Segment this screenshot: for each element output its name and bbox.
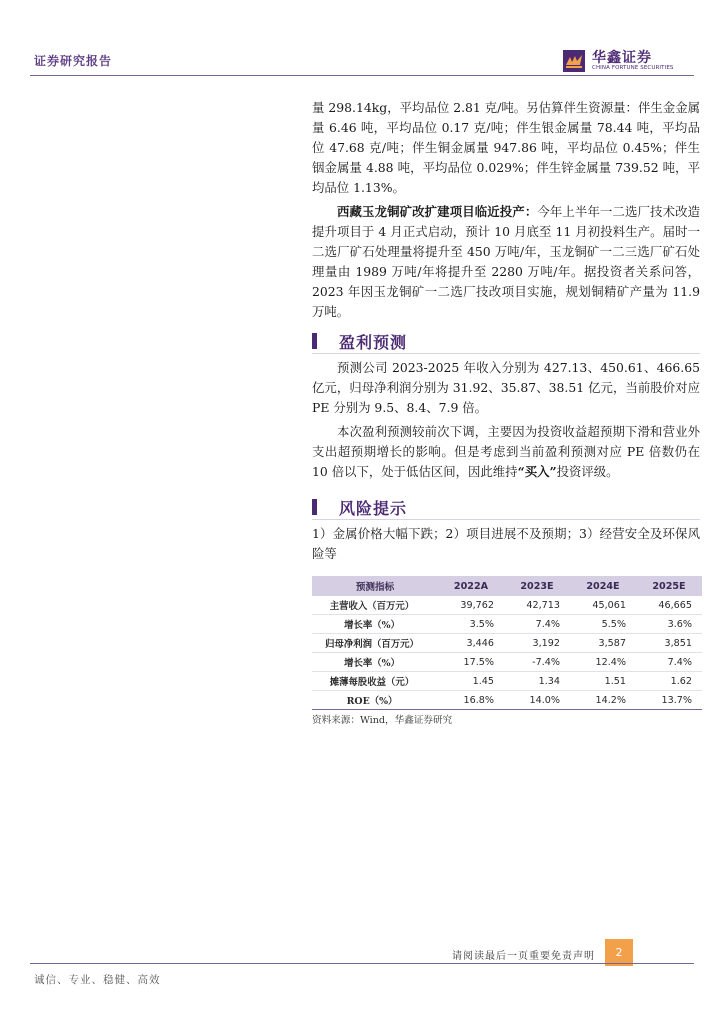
rating-text-a: 本次盈利预测较前次下调，主要因为投资收益超预期下滑和营业外支出超预期增长的影响。但是考虑到当前盈利预测对应 PE 倍数仍在 10 倍以下，处于低估区间，因此维持 <box>312 424 700 479</box>
table-header-row <box>312 576 702 596</box>
table-cell: 1.51 <box>570 672 636 691</box>
table-cell: 3,851 <box>636 634 702 653</box>
table-row <box>312 634 702 653</box>
table-cell: -7.4% <box>504 653 570 672</box>
yulong-heading: 西藏玉龙铜矿改扩建项目临近投产： <box>337 204 538 219</box>
risk-section-title: 风险提示 <box>339 499 408 518</box>
table-row <box>312 691 702 710</box>
company-logo <box>563 48 695 74</box>
section-underline <box>312 353 700 354</box>
table-row <box>312 672 702 691</box>
table-cell: 14.2% <box>570 691 636 710</box>
table-cell: 3,446 <box>438 634 504 653</box>
table-row <box>312 596 702 615</box>
row-label: ROE（%） <box>312 691 438 710</box>
logo-text-cn: 华鑫证券 <box>592 50 652 66</box>
table-cell: 39,762 <box>438 596 504 615</box>
table-header-cell: 2023E <box>504 576 570 596</box>
table-cell: 16.8% <box>438 691 504 710</box>
row-label: 增长率（%） <box>312 615 438 634</box>
row-label: 摊薄每股收益（元） <box>312 672 438 691</box>
rating-paragraph <box>312 422 700 482</box>
table-cell: 3.6% <box>636 615 702 634</box>
table-cell: 7.4% <box>504 615 570 634</box>
table-cell: 1.45 <box>438 672 504 691</box>
row-label: 主营收入（百万元） <box>312 596 438 615</box>
table-header-cell: 2022A <box>438 576 504 596</box>
table-cell: 3,192 <box>504 634 570 653</box>
footer-motto: 诚信、专业、稳健、高效 <box>34 974 161 986</box>
table-source: 资料来源：Wind，华鑫证券研究 <box>312 715 453 726</box>
risk-section-header <box>312 496 700 518</box>
table-header-cell: 2025E <box>636 576 702 596</box>
table-cell: 5.5% <box>570 615 636 634</box>
section-marker <box>312 499 317 515</box>
profit-section-header <box>312 330 700 352</box>
disclaimer-note: 请阅读最后一页重要免责声明 <box>452 951 595 962</box>
profit-forecast-paragraph: 预测公司 2023-2025 年收入分别为 427.13、450.61、466.65 亿元，归母净利润分别为 31.92、35.87、38.51 亿元，当前股价对应 PE 分别为 9.5、8.4、7.9 倍。 <box>312 360 700 415</box>
row-label: 增长率（%） <box>312 653 438 672</box>
table-cell: 17.5% <box>438 653 504 672</box>
table-header-cell: 预测指标 <box>312 576 438 596</box>
report-header-title: 证券研究报告 <box>34 54 113 68</box>
table-cell: 46,665 <box>636 596 702 615</box>
table-header-cell: 2024E <box>570 576 636 596</box>
forecast-table <box>312 576 702 710</box>
table-cell: 45,061 <box>570 596 636 615</box>
rating-buy: “买入” <box>517 464 557 479</box>
profit-section-title: 盈利预测 <box>339 333 408 352</box>
table-cell: 12.4% <box>570 653 636 672</box>
table-row <box>312 615 702 634</box>
table-cell: 13.7% <box>636 691 702 710</box>
resource-paragraph: 量 298.14kg，平均品位 2.81 克/吨。另估算伴生资源量：伴生金金属量 6.46 吨，平均品位 0.17 克/吨；伴生银金属量 78.44 吨，平均品位 47.68 克/吨；伴生铜金属量 947.86 吨，平均品位 0.45%；伴生铟金属量 4.88 吨，平均品位 0.029%；伴生锌金属量 739.52 吨，平均品位 1.13%。 <box>312 100 700 195</box>
risk-paragraph: 1）金属价格大幅下跌；2）项目进展不及预期；3）经营安全及环保风险等 <box>312 526 700 561</box>
header-divider <box>30 75 694 76</box>
rating-text-b: 投资评级。 <box>556 464 619 479</box>
row-label: 归母净利润（百万元） <box>312 634 438 653</box>
table-row <box>312 653 702 672</box>
table-cell: 1.62 <box>636 672 702 691</box>
logo-text-en: CHINA FORTUNE SECURITIES <box>592 65 674 71</box>
yulong-text: 今年上半年一二选厂技术改造提升项目于 4 月正式启动，预计 10 月底至 11 月初投料生产。届时一二选厂矿石处理量将提升至 450 万吨/年，玉龙铜矿一二三选厂矿石处理量由 1989 万吨/年将提升至 2280 万吨/年。据投资者关系问答，2023 年因玉龙铜矿一二选厂技改项目实施，规划铜精矿产量为 11.9 万吨。 <box>312 204 701 319</box>
footer-divider <box>30 963 694 964</box>
table-cell: 3,587 <box>570 634 636 653</box>
table-cell: 3.5% <box>438 615 504 634</box>
table-cell: 7.4% <box>636 653 702 672</box>
table-cell: 42,713 <box>504 596 570 615</box>
section-underline <box>312 519 700 520</box>
table-cell: 1.34 <box>504 672 570 691</box>
table-cell: 14.0% <box>504 691 570 710</box>
main-content <box>312 98 700 726</box>
logo-mark-icon <box>563 50 585 72</box>
page-number: 2 <box>605 939 633 966</box>
yulong-paragraph <box>312 202 700 322</box>
section-marker <box>312 333 317 349</box>
